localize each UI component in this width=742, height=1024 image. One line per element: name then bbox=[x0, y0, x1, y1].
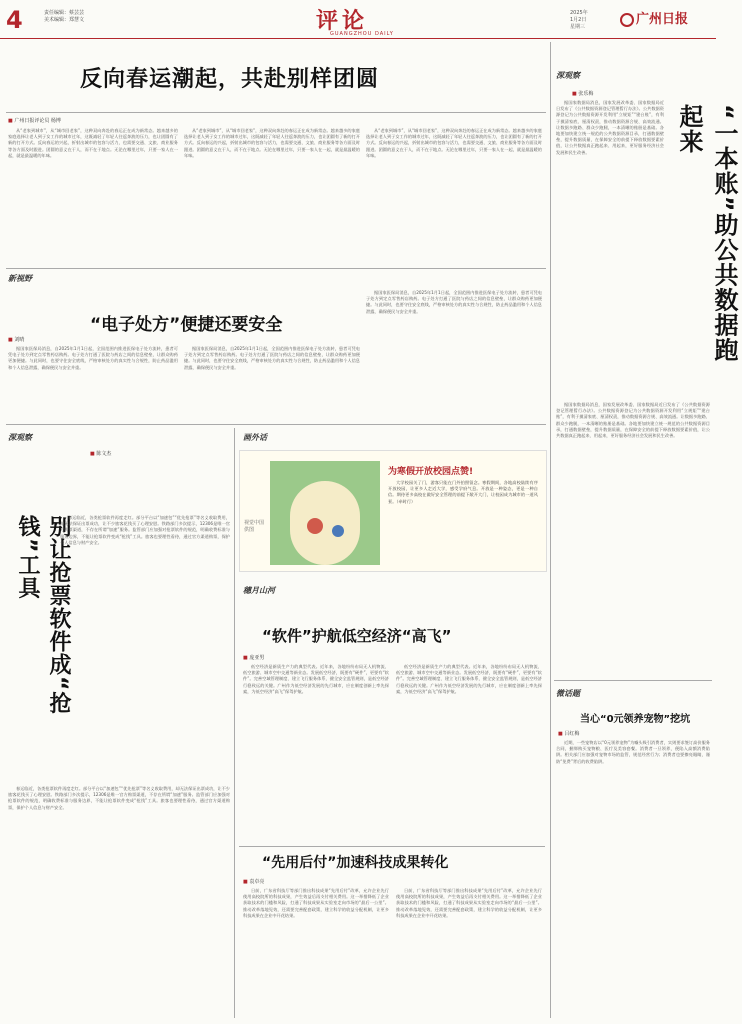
ticket-author: ■ 陈文杰 bbox=[90, 450, 111, 457]
ticket-body-col2 bbox=[8, 786, 230, 1018]
lead-paragraph: 从“老家到城市”，从“城市回老家”，这种双向奔赴的春运正在成为新常态。越来越多的家庭选择让老人到子女工作的城市过年，这既减轻了年轻人往返奔波的压力，也让团圆有了新的打开方式。反向春运的兴起，折射出城市的包容与活力，也需要交通、文旅、商业服务等各方面及时跟进。团圆的意义在于人，而不在于地点。无论在哪里过年，只要一家人在一起，就是最温暖的年味。 bbox=[366, 128, 542, 158]
cartoon-caption-box bbox=[388, 480, 538, 560]
cartoon-section-label: 画外话 bbox=[243, 433, 267, 442]
low-alt-paragraph: 低空经济是新质生产力的典型代表。近年来，各地纷纷布局无人机物流、低空旅游、城市空中交通等新业态。发展低空经济，既要有“硬件”，更要有“软件”。完善空域管理制度、建立飞行服务体系、健全安全监管规则，是低空经济行稳致远的关键。广州作为低空经济发展的先行城市，应在制度创新上率先探索，为低空经济“高飞”保驾护航。 bbox=[243, 664, 389, 694]
editor-line: 美术编辑：郑慧文 bbox=[44, 17, 85, 23]
section-title: 评论 bbox=[316, 8, 369, 34]
e-rx-paragraph: 据国家医保局消息，自2025年1月1日起，全国范围内推进医保电子处方流转，患者可凭电子处方到定点零售药店购药。电子处方打通了医院与药店之间的信息壁垒，让群众购药更加便捷。与此同时，也要守住安全底线，严格审核处方的真实性与合规性，防止药品滥用和个人信息泄露，确保便民与安全并重。 bbox=[366, 290, 542, 314]
issue-date bbox=[570, 10, 588, 31]
fee-title: 当心“0元领养宠物”挖坑 bbox=[580, 714, 691, 725]
sci-paragraph: 日前，广东省科技厅等部门推出科技成果“先用后付”改革，允许企业先行使用高校院所的科技成果，产生效益后再支付相关费用。这一举措降低了企业获取技术的门槛和风险，打通了科技成果从实验室走向市场的“最后一公里”。推动改革落地见效，还需要完善配套政策，建立科学的收益分配机制，让更多科技成果在企业中开花结果。 bbox=[396, 888, 542, 918]
lead-body-col2 bbox=[184, 128, 360, 260]
logo-icon bbox=[620, 13, 634, 27]
fee-body bbox=[556, 740, 710, 1018]
ticket-paragraph: 春运临近，各类抢票软件再度走红。部分平台以“加速包”“优先抢票”等名义收取费用，却无法保证出票成功，让不少旅客花钱买了心理安慰。铁路部门多次提示，12306是唯一官方购票渠道，不存在所谓“加速”服务。监管部门应加强对抢票软件的规范，明确收费标准与服务边界，不能让抢票软件变成“抢钱”工具。旅客也要理性看待，通过官方渠道购票，保护个人信息与财产安全。 bbox=[8, 786, 230, 810]
divider bbox=[550, 42, 551, 1018]
cartoon-caption: 大学校园关了门，游客只能在门外拍照留念。寒假期间，各地高校陆续有序开放校园，让更多人走近大学，感受学府气息。开放是一种姿态，更是一种自信。期待更多高校在做好安全管理的前提下敞开大门，让校园成为城市的一道风景。（牵时行） bbox=[388, 480, 538, 504]
ticket-paragraph: 春运临近，各类抢票软件再度走红。部分平台以“加速包”“优先抢票”等名义收取费用，却无法保证出票成功，让不少旅客花钱买了心理安慰。铁路部门多次提示，12306是唯一官方购票渠道，不存在所谓“加速”服务。监管部门应加强对抢票软件的规范，明确收费标准与服务边界，不能让抢票软件变成“抢钱”工具。旅客也要理性看待，通过官方渠道购票，保护个人信息与财产安全。 bbox=[60, 515, 230, 545]
ticket-label: 深观察 bbox=[8, 433, 32, 442]
ticket-body-col1 bbox=[60, 515, 230, 780]
date-line: 星期三 bbox=[570, 24, 586, 30]
date-line: 1月2日 bbox=[570, 17, 587, 23]
e-rx-paragraph: 据国家医保局消息，自2025年1月1日起，全国范围内推进医保电子处方流转，患者可凭电子处方到定点零售药店购药。电子处方打通了医院与药店之间的信息壁垒，让群众购药更加便捷。与此同时，也要守住安全底线，严格审核处方的真实性与合规性，防止药品滥用和个人信息泄露，确保便民与安全并重。 bbox=[184, 346, 360, 370]
cartoon-headline: 为寒假开放校园点赞! bbox=[388, 467, 474, 477]
sci-paragraph: 日前，广东省科技厅等部门推出科技成果“先用后付”改革，允许企业先行使用高校院所的科技成果，产生效益后再支付相关费用。这一举措降低了企业获取技术的门槛和风险，打通了科技成果从实验室走向市场的“最后一公里”。推动改革落地见效，还需要完善配套政策，建立科学的收益分配机制，让更多科技成果在企业中开花结果。 bbox=[243, 888, 389, 918]
sci-title: “先用后付”加速科技成果转化 bbox=[262, 855, 449, 871]
divider bbox=[239, 846, 545, 847]
e-rx-label: 新视野 bbox=[8, 274, 32, 283]
e-rx-author: ■ 刘晴 bbox=[8, 336, 24, 343]
lead-body-col3 bbox=[366, 128, 542, 260]
newspaper-logo bbox=[620, 8, 688, 27]
e-rx-body-col1 bbox=[8, 346, 178, 416]
date-line: 2025年 bbox=[570, 10, 588, 16]
lead-paragraph: 从“老家到城市”，从“城市回老家”，这种双向奔赴的春运正在成为新常态。越来越多的家庭选择让老人到子女工作的城市过年，这既减轻了年轻人往返奔波的压力，也让团圆有了新的打开方式。反向春运的兴起，折射出城市的包容与活力，也需要交通、文旅、商业服务等各方面及时跟进。团圆的意义在于人，而不在于地点。无论在哪里过年，只要一家人在一起，就是最温暖的年味。 bbox=[184, 128, 360, 158]
gate-arch bbox=[290, 481, 360, 565]
e-rx-body-col3 bbox=[366, 290, 542, 416]
logo-text: 广州日报 bbox=[636, 12, 689, 27]
account-paragraph: 据国家数据局消息，国家发展改革委、国家数据局近日发布了《公共数据资源登记管理暂行办法》。公共数据资源登记为公共数据资源开发利用“立规矩”“建台账”，有利于摸清家底、厘清权责，推动数据资源合规、高效流通。让数据多跑路、群众少跑腿，一本清晰的账册是基础。各地要加快建立统一规范的公共数据资源目录，打通数据壁垒，提升数据质量，在保障安全的前提下释放数据要素价值，让公共数据真正跑起来、用起来，更好服务经济社会发展和民生改善。 bbox=[556, 100, 664, 155]
account-label: 深观察 bbox=[556, 71, 580, 80]
divider bbox=[554, 680, 712, 681]
low-alt-label: 穗月山河 bbox=[243, 586, 275, 595]
visitor-figure bbox=[307, 518, 323, 534]
fee-label: 微话题 bbox=[556, 689, 580, 698]
credit-line: 供图 bbox=[244, 527, 255, 533]
cartoon-credit bbox=[244, 520, 264, 534]
divider bbox=[6, 424, 546, 425]
low-alt-paragraph: 低空经济是新质生产力的典型代表。近年来，各地纷纷布局无人机物流、低空旅游、城市空中交通等新业态。发展低空经济，既要有“硬件”，更要有“软件”。完善空域管理制度、建立飞行服务体系、健全安全监管规则，是低空经济行稳致远的关键。广州作为低空经济发展的先行城市，应在制度创新上率先探索，为低空经济“高飞”保驾护航。 bbox=[396, 664, 542, 694]
account-body-col2 bbox=[556, 402, 710, 672]
e-rx-paragraph: 据国家医保局消息，自2025年1月1日起，全国范围内推进医保电子处方流转，患者可凭电子处方到定点零售药店购药。电子处方打通了医院与药店之间的信息壁垒，让群众购药更加便捷。与此同时，也要守住安全底线，严格审核处方的真实性与合规性，防止药品滥用和个人信息泄露，确保便民与安全并重。 bbox=[8, 346, 178, 370]
editor-line: 责任编辑：蔡芸芸 bbox=[44, 10, 85, 16]
account-body-col1 bbox=[556, 100, 664, 396]
sci-body-col2 bbox=[396, 888, 542, 1018]
low-alt-title: “软件”护航低空经济“高飞” bbox=[262, 627, 452, 645]
low-alt-body-col2 bbox=[396, 664, 542, 840]
lead-author: ■ 广州日报评论员 杨博 bbox=[8, 117, 61, 124]
e-rx-title: “电子处方”便捷还要安全 bbox=[90, 315, 283, 335]
page-number: 4 bbox=[6, 6, 23, 34]
lead-title: 反向春运潮起，共赴别样团圆 bbox=[80, 67, 380, 92]
divider bbox=[234, 428, 235, 1018]
fee-author: ■ 吕红梅 bbox=[558, 730, 579, 737]
sci-author: ■ 袁卓亮 bbox=[243, 878, 264, 885]
account-paragraph: 据国家数据局消息，国家发展改革委、国家数据局近日发布了《公共数据资源登记管理暂行办法》。公共数据资源登记为公共数据资源开发利用“立规矩”“建台账”，有利于摸清家底、厘清权责，推动数据资源合规、高效流通。让数据多跑路、群众少跑腿，一本清晰的账册是基础。各地要加快建立统一规范的公共数据资源目录，打通数据壁垒，提升数据质量，在保障安全的前提下释放数据要素价值，让公共数据真正跑起来、用起来，更好服务经济社会发展和民生改善。 bbox=[556, 402, 710, 439]
credit-line: 视觉中国 bbox=[244, 520, 265, 526]
low-alt-body-col1 bbox=[243, 664, 389, 840]
divider bbox=[6, 112, 546, 113]
editor-credits bbox=[44, 10, 84, 24]
e-rx-body-col2 bbox=[184, 346, 360, 416]
sci-body-col1 bbox=[243, 888, 389, 1018]
fee-paragraph: 近期，一些宠物店以“0元领养宠物”为噱头吸引消费者，实则要求签订高价服务合同，捆绑购买宠物粮、医疗及美容套餐。消费者一旦领养，便陷入高额消费陷阱。相关部门应加强对宠物市场的监管，规范经营行为；消费者也要擦亮眼睛，谨防“免费”背后的收费陷阱。 bbox=[556, 740, 710, 764]
divider bbox=[6, 268, 546, 269]
account-author: ■ 张乐梅 bbox=[572, 90, 593, 97]
visitor-figure bbox=[332, 525, 344, 537]
lead-body-col1 bbox=[8, 128, 178, 260]
account-title: “一本账”助公共数据跑起来 bbox=[675, 104, 738, 363]
lead-paragraph: 从“老家到城市”，从“城市回老家”，这种双向奔赴的春运正在成为新常态。越来越多的家庭选择让老人到子女工作的城市过年，这既减轻了年轻人往返奔波的压力，也让团圆有了新的打开方式。反向春运的兴起，折射出城市的包容与活力，也需要交通、文旅、商业服务等各方面及时跟进。团圆的意义在于人，而不在于地点。无论在哪里过年，只要一家人在一起，就是最温暖的年味。 bbox=[8, 128, 178, 158]
section-subtitle: GUANGZHOU DAILY bbox=[330, 31, 394, 37]
low-alt-author: ■ 庞亚男 bbox=[243, 654, 264, 661]
ticket-title: 别让抢票软件成“抢钱”工具 bbox=[15, 515, 71, 715]
